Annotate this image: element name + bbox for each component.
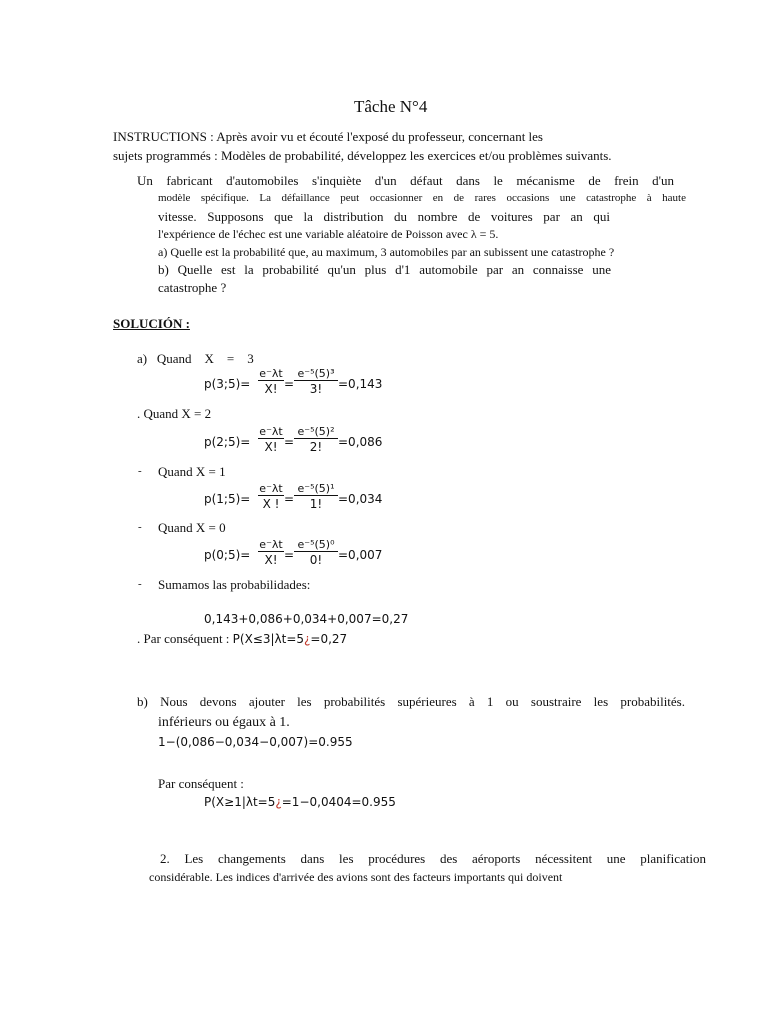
formula-1-frac-1-den: X ! <box>262 497 280 511</box>
problem-line-3: vitesse. Supposons que la distribution du nombre de voitures par an qui <box>158 209 610 224</box>
formula-1-frac-2 <box>294 482 338 512</box>
part-b-conclusion-label: Par conséquent : <box>158 776 244 791</box>
question-b-line-2: catastrophe ? <box>158 280 227 295</box>
solution-heading: SOLUCIÓN : <box>113 316 190 331</box>
formula-3-frac-2-num: e⁻⁵(5)³ <box>297 367 335 380</box>
formula-0-result: =0,007 <box>338 548 383 562</box>
problem-line-4: l'expérience de l'échec est une variable aléatoire de Poisson avec λ = 5. <box>158 227 499 241</box>
case-2-label: . Quand X = 2 <box>137 406 212 421</box>
formula-3-frac-1-den: X! <box>264 382 278 396</box>
instructions-line-1: INSTRUCTIONS : Après avoir vu et écouté l'exposé du professeur, concernant les <box>113 129 543 144</box>
formula-0-frac-1-num: e⁻λt <box>259 538 283 551</box>
case-1-label: Quand X = 1 <box>158 464 226 479</box>
conclusion-b-mark: ¿ <box>275 795 282 809</box>
bullet: - <box>138 465 142 477</box>
formula-0-frac-1-den: X! <box>264 553 278 567</box>
formula-3-frac-1 <box>258 367 284 397</box>
conclusion-a <box>137 631 347 647</box>
formula-1-frac-1-num: e⁻λt <box>259 482 283 495</box>
formula-0-frac-1 <box>258 538 284 568</box>
problem-line-2: modèle spécifique. La défaillance peut occasionner en de rares occasions une catastrophe à haute <box>158 192 686 204</box>
formula-0-frac-2 <box>294 538 338 568</box>
equals-sign: = <box>284 435 295 449</box>
formula-2-frac-1-den: X! <box>264 440 278 454</box>
formula-1-frac-2-den: 1! <box>309 497 323 511</box>
formula-3-frac-1-num: e⁻λt <box>259 367 283 380</box>
formula-2-result: =0,086 <box>338 435 383 449</box>
formula-2-frac-1-num: e⁻λt <box>259 425 283 438</box>
formula-1-frac-1 <box>258 482 284 512</box>
case-3-label: a) Quand X = 3 <box>137 351 254 366</box>
equals-sign: = <box>284 492 295 506</box>
formula-2-frac-2-num: e⁻⁵(5)² <box>297 425 335 438</box>
formula-3-lhs: p(3;5)= <box>204 377 251 391</box>
formula-2-frac-1 <box>258 425 284 455</box>
page-title: Tâche N°4 <box>354 97 428 116</box>
bullet: - <box>138 521 142 533</box>
equals-sign: = <box>284 377 295 391</box>
part-b-line-2: inférieurs ou égaux à 1. <box>158 715 290 730</box>
conclusion-b-math: P(X≥1|λt=5 <box>204 795 276 809</box>
formula-1-lhs: p(1;5)= <box>204 492 251 506</box>
sum-label: Sumamos las probabilidades: <box>158 577 311 592</box>
problem-2-line-1: 2. Les changements dans les procédures des aéroports nécessitent une planification <box>160 851 706 866</box>
conclusion-a-math: P(X≤3|λt=5 <box>232 632 305 646</box>
formula-0-lhs: p(0;5)= <box>204 548 251 562</box>
bullet: - <box>138 578 142 590</box>
problem-line-1: Un fabricant d'automobiles s'inquiète d'un défaut dans le mécanisme de frein d'un <box>137 173 674 188</box>
formula-3-frac-2-den: 3! <box>309 382 323 396</box>
formula-3-result: =0,143 <box>338 377 383 391</box>
formula-1-frac-2-num: e⁻⁵(5)¹ <box>297 482 335 495</box>
formula-2-frac-2-den: 2! <box>309 440 323 454</box>
case-0-label: Quand X = 0 <box>158 520 226 535</box>
conclusion-a-prefix: . Par conséquent : <box>137 631 233 646</box>
equals-sign: = <box>284 548 295 562</box>
question-b-line-1: b) Quelle est la probabilité qu'un plus d'1 automobile par an connaisse une <box>158 262 611 277</box>
formula-0-frac-2-num: e⁻⁵(5)⁰ <box>297 538 335 551</box>
conclusion-b-result: =1−0,0404=0.955 <box>281 795 396 809</box>
sum-expression: 0,143+0,086+0,034+0,007=0,27 <box>204 612 409 626</box>
problem-2-line-2: considérable. Les indices d'arrivée des avions sont des facteurs importants qui doivent <box>149 870 563 884</box>
part-b-line-1: b) Nous devons ajouter les probabilités supérieures à 1 ou soustraire les probabilités. <box>137 694 685 709</box>
formula-2-frac-2 <box>294 425 338 455</box>
conclusion-a-mark: ¿ <box>304 632 311 646</box>
instructions-line-2: sujets programmés : Modèles de probabilité, développez les exercices et/ou problèmes suivants. <box>113 148 612 163</box>
formula-3-frac-2 <box>294 367 338 397</box>
conclusion-a-result: =0,27 <box>310 632 348 646</box>
part-b-expression: 1−(0,086−0,034−0,007)=0.955 <box>158 735 353 749</box>
formula-0-frac-2-den: 0! <box>309 553 323 567</box>
formula-1-result: =0,034 <box>338 492 383 506</box>
formula-2-lhs: p(2;5)= <box>204 435 251 449</box>
question-a: a) Quelle est la probabilité que, au maximum, 3 automobiles par an subissent une catastrophe ? <box>158 245 615 259</box>
conclusion-b <box>204 795 396 809</box>
